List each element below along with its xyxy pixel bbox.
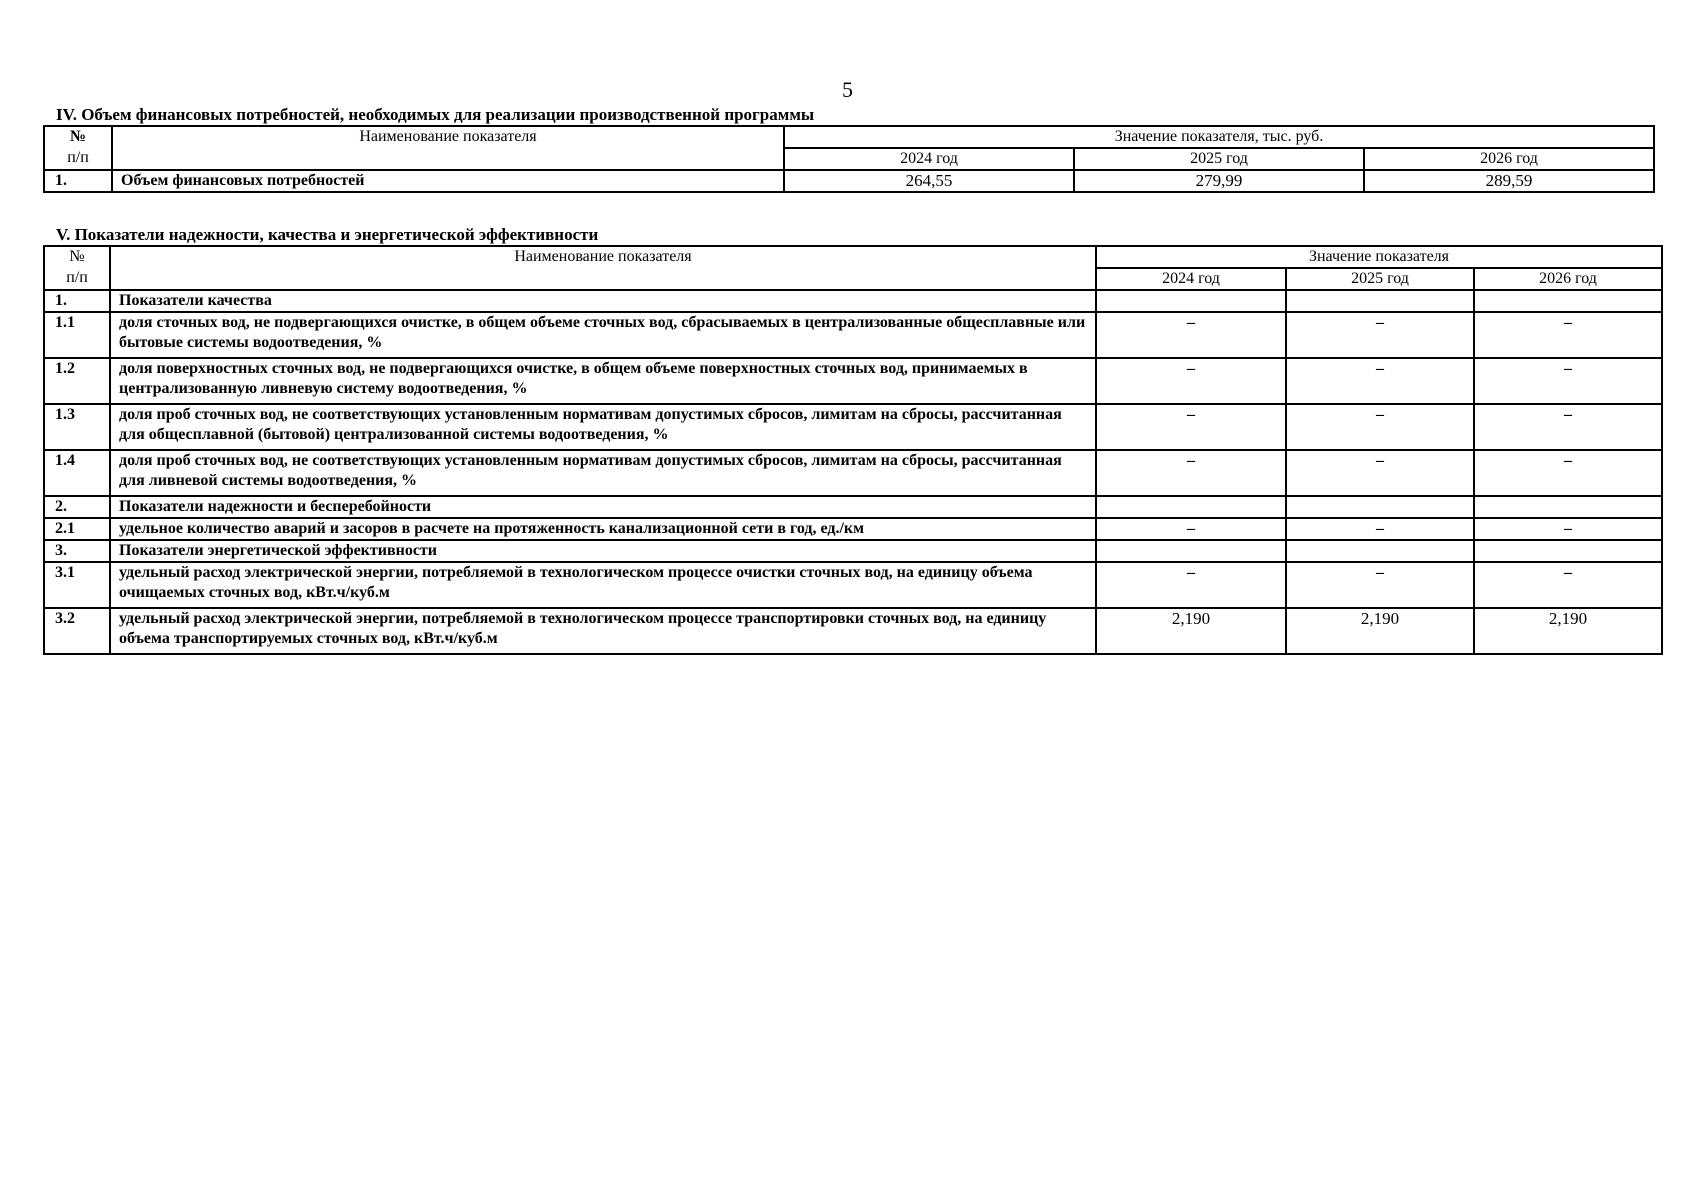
row-value	[1286, 290, 1474, 312]
row-value: 289,59	[1364, 170, 1654, 192]
row-value	[1096, 496, 1286, 518]
row-name: удельный расход электрической энергии, потребляемой в технологическом процессе очистки сточных вод, на единицу объема очищаемых сточных вод, кВт.ч/куб.м	[110, 562, 1096, 608]
section-row	[44, 540, 1662, 562]
name-header-sub	[110, 268, 1096, 290]
name-header: Наименование показателя	[112, 126, 784, 148]
financial-needs-table	[43, 125, 1655, 193]
section-row	[44, 496, 1662, 518]
section-iv-title: IV. Объем финансовых потребностей, необходимых для реализации производственной программы	[56, 105, 815, 124]
row-value: –	[1286, 450, 1474, 496]
year-header: 2026 год	[1474, 268, 1662, 290]
name-header-sub	[112, 148, 784, 170]
row-value: –	[1096, 312, 1286, 358]
row-name: удельный расход электрической энергии, потребляемой в технологическом процессе транспортировки сточных вод, на единицу объема транспортируемых сточных вод, кВт.ч/куб.м	[110, 608, 1096, 654]
year-header: 2024 год	[784, 148, 1074, 170]
row-value: –	[1286, 358, 1474, 404]
row-value	[1286, 496, 1474, 518]
row-value	[1096, 290, 1286, 312]
table-row	[44, 450, 1662, 496]
row-value	[1474, 540, 1662, 562]
row-number: 1.4	[44, 450, 110, 496]
row-value	[1474, 496, 1662, 518]
row-number: 3.1	[44, 562, 110, 608]
row-value: 264,55	[784, 170, 1074, 192]
row-name: удельное количество аварий и засоров в расчете на протяженность канализационной сети в год, ед./км	[110, 518, 1096, 540]
row-value: –	[1474, 450, 1662, 496]
row-name: Показатели надежности и бесперебойности	[110, 496, 1096, 518]
row-value: –	[1096, 518, 1286, 540]
num-header: №	[44, 126, 112, 148]
table-row	[44, 518, 1662, 540]
table-row	[44, 608, 1662, 654]
row-name: Показатели энергетической эффективности	[110, 540, 1096, 562]
row-value: –	[1286, 312, 1474, 358]
row-value	[1096, 540, 1286, 562]
table-row	[44, 562, 1662, 608]
num-header-sub: п/п	[44, 268, 110, 290]
page-number: 5	[842, 77, 853, 102]
year-header: 2024 год	[1096, 268, 1286, 290]
row-number: 1.3	[44, 404, 110, 450]
row-number: 1.2	[44, 358, 110, 404]
row-value: –	[1286, 562, 1474, 608]
row-value: –	[1096, 404, 1286, 450]
num-header: №	[44, 246, 110, 268]
row-number: 1.1	[44, 312, 110, 358]
row-value: –	[1096, 358, 1286, 404]
row-name: Объем финансовых потребностей	[112, 170, 784, 192]
row-value: –	[1286, 404, 1474, 450]
table-row	[44, 170, 1654, 192]
indicators-table	[43, 245, 1663, 655]
value-group-header: Значение показателя, тыс. руб.	[784, 126, 1654, 148]
row-value: 2,190	[1096, 608, 1286, 654]
row-name: Показатели качества	[110, 290, 1096, 312]
row-number: 3.	[44, 540, 110, 562]
row-value: –	[1474, 312, 1662, 358]
table-row	[44, 404, 1662, 450]
table-row	[44, 312, 1662, 358]
row-value: –	[1474, 562, 1662, 608]
row-value: –	[1474, 404, 1662, 450]
value-group-header: Значение показателя	[1096, 246, 1662, 268]
num-header-sub: п/п	[44, 148, 112, 170]
row-number: 2.	[44, 496, 110, 518]
year-header: 2026 год	[1364, 148, 1654, 170]
name-header: Наименование показателя	[110, 246, 1096, 268]
row-value: 2,190	[1474, 608, 1662, 654]
row-number: 1.	[44, 290, 110, 312]
row-value: –	[1474, 358, 1662, 404]
row-value	[1474, 290, 1662, 312]
row-number: 3.2	[44, 608, 110, 654]
section-v-title: V. Показатели надежности, качества и энергетической эффективности	[56, 225, 599, 244]
row-name: доля проб сточных вод, не соответствующих установленным нормативам допустимых сбросов, лимитам на сбросы, рассчитанная для ливневой системы водоотведения, %	[110, 450, 1096, 496]
row-value: –	[1096, 562, 1286, 608]
row-value: 279,99	[1074, 170, 1364, 192]
row-name: доля сточных вод, не подвергающихся очистке, в общем объеме сточных вод, сбрасываемых в централизованные общесплавные или бытовые системы водоотведения, %	[110, 312, 1096, 358]
row-value: –	[1286, 518, 1474, 540]
row-value: 2,190	[1286, 608, 1474, 654]
row-value	[1286, 540, 1474, 562]
row-number: 2.1	[44, 518, 110, 540]
year-header: 2025 год	[1286, 268, 1474, 290]
row-number: 1.	[44, 170, 112, 192]
year-header: 2025 год	[1074, 148, 1364, 170]
row-name: доля поверхностных сточных вод, не подвергающихся очистке, в общем объеме поверхностных сточных вод, принимаемых в централизованную ливневую систему водоотведения, %	[110, 358, 1096, 404]
row-value: –	[1474, 518, 1662, 540]
table-row	[44, 358, 1662, 404]
row-name: доля проб сточных вод, не соответствующих установленным нормативам допустимых сбросов, лимитам на сбросы, рассчитанная для общесплавной (бытовой) централизованной системы водоотведения, %	[110, 404, 1096, 450]
section-row	[44, 290, 1662, 312]
row-value: –	[1096, 450, 1286, 496]
